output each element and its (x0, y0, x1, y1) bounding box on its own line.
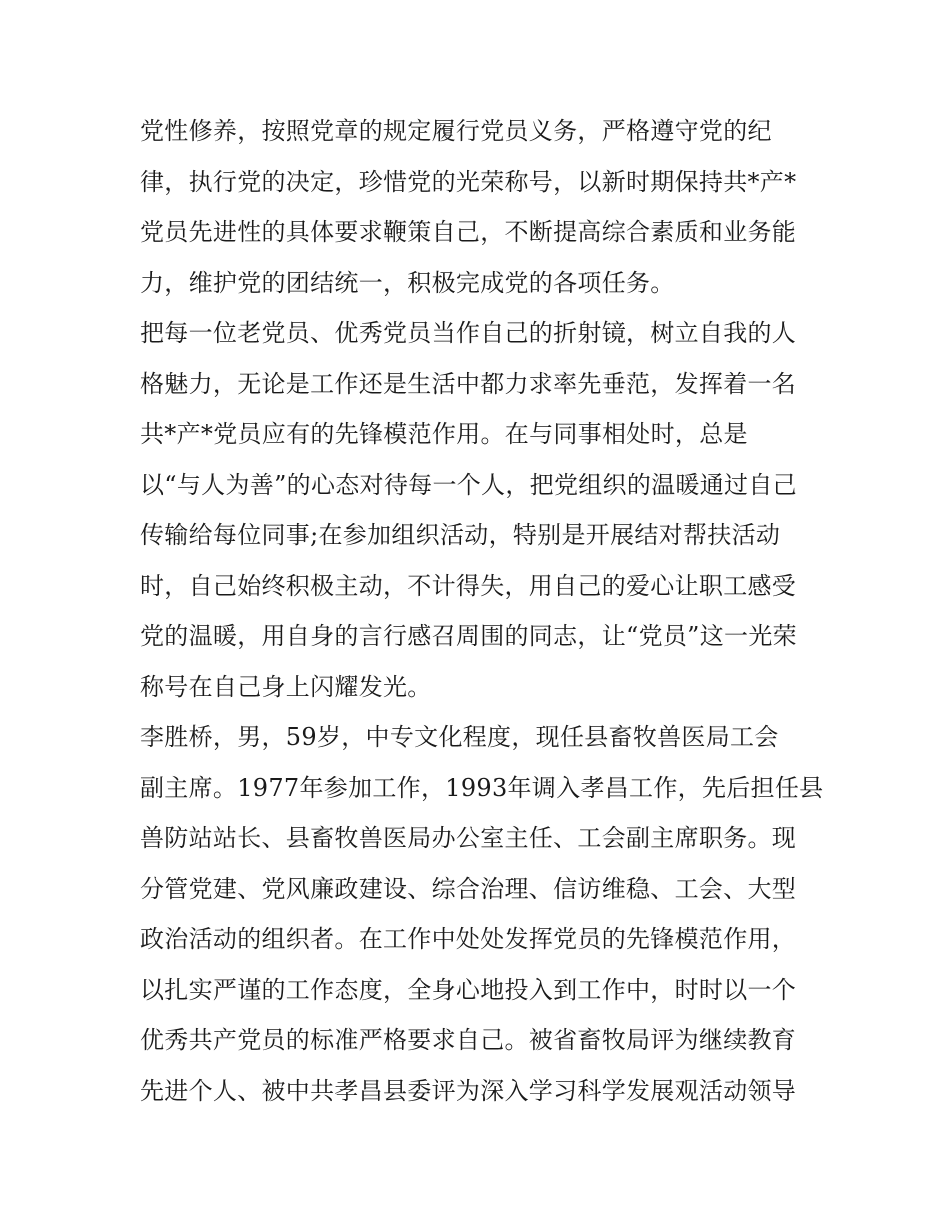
text-line: 党员先进性的具体要求鞭策自己，不断提高综合素质和业务能 (140, 218, 797, 246)
text-line: 李胜桥，男，59岁，中专文化程度，现任县畜牧兽医局工会 (140, 723, 779, 751)
text-line: 共*产*党员应有的先锋模范作用。在与同事相处时，总是 (140, 420, 748, 448)
text-line: 以扎实严谨的工作态度，全身心地投入到工作中，时时以一个 (140, 975, 797, 1004)
text-line: 副主席。1977年参加工作，1993年调入孝昌工作，先后担任县 (140, 773, 824, 802)
text-line: 分管党建、党风廉政建设、综合治理、信访维稳、工会、大型 (140, 874, 797, 903)
text-line: 党性修养，按照党章的规定履行党员义务，严格遵守党的纪 (140, 117, 772, 145)
text-line: 党的温暖，用自身的言行感召周围的同志，让“党员”这一光荣 (140, 622, 797, 650)
text-line: 优秀共产党员的标准严格要求自己。被省畜牧局评为继续教育 (140, 1026, 797, 1054)
text-line: 律，执行党的决定，珍惜党的光荣称号，以新时期保持共*产* (140, 167, 797, 196)
text-line: 传输给每位同事;在参加组织活动，特别是开展结对帮扶活动 (140, 521, 781, 549)
text-line: 政治活动的组织者。在工作中处处发挥党员的先锋模范作用， (140, 925, 797, 953)
text-line: 格魅力，无论是工作还是生活中都力求率先垂范，发挥着一名 (140, 369, 797, 398)
text-line: 兽防站站长、县畜牧兽医局办公室主任、工会副主席职务。现 (140, 824, 797, 852)
text-line: 把每一位老党员、优秀党员当作自己的折射镜，树立自我的人 (140, 319, 797, 347)
text-line: 以“与人为善”的心态对待每一个人，把党组织的温暖通过自己 (140, 470, 797, 499)
text-line: 力，维护党的团结统一，积极完成党的各项任务。 (140, 268, 675, 297)
text-line: 时，自己始终积极主动，不计得失，用自己的爱心让职工感受 (140, 571, 797, 600)
document-body (140, 106, 830, 1116)
text-line: 称号在自己身上闪耀发光。 (140, 672, 432, 701)
text-line: 先进个人、被中共孝昌县委评为深入学习科学发展观活动领导 (140, 1076, 797, 1105)
